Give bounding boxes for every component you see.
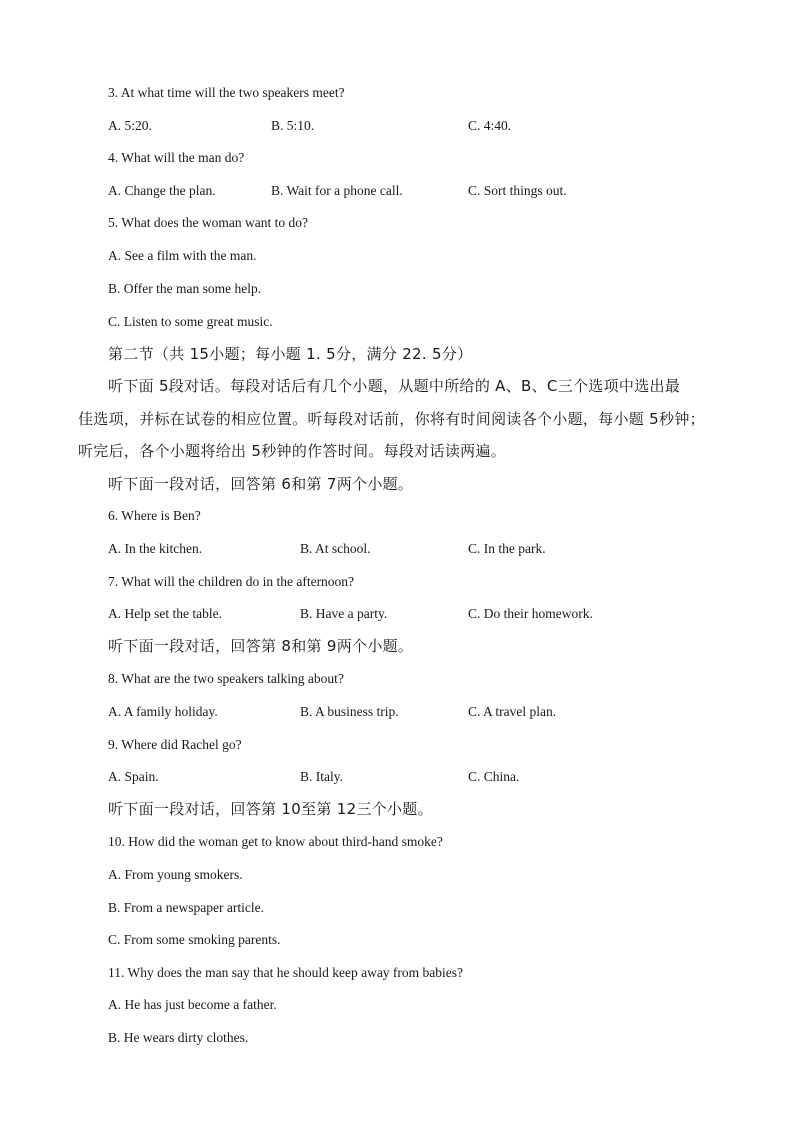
q5-option-b: B. Offer the man some help. xyxy=(108,281,262,296)
section-2-heading: 第二节（共 15小题；每小题 1. 5分，满分 22. 5分） xyxy=(108,345,473,363)
q3-option-c: C. 4:40. xyxy=(468,118,512,133)
q11-option-b: B. He wears dirty clothes. xyxy=(108,1030,249,1045)
question-9: 9. Where did Rachel go? xyxy=(108,737,242,752)
instructions-line-3: 听完后，各个小题将给出 5秒钟的作答时间。每段对话读两遍。 xyxy=(78,442,507,460)
q7-option-a: A. Help set the table. xyxy=(108,606,222,621)
dialog-6-7-intro: 听下面一段对话，回答第 6和第 7两个小题。 xyxy=(108,475,414,493)
q9-option-b: B. Italy. xyxy=(300,769,343,784)
q9-option-c: C. China. xyxy=(468,769,520,784)
q8-option-a: A. A family holiday. xyxy=(108,704,218,719)
q5-option-c: C. Listen to some great music. xyxy=(108,314,273,329)
q10-option-b: B. From a newspaper article. xyxy=(108,900,264,915)
question-11: 11. Why does the man say that he should keep away from babies? xyxy=(108,965,464,980)
q7-option-c: C. Do their homework. xyxy=(468,606,593,621)
q6-option-c: C. In the park. xyxy=(468,541,546,556)
dialog-10-12-intro: 听下面一段对话，回答第 10至第 12三个小题。 xyxy=(108,800,433,818)
q6-option-b: B. At school. xyxy=(300,541,371,556)
question-8: 8. What are the two speakers talking about? xyxy=(108,671,344,686)
q5-option-a: A. See a film with the man. xyxy=(108,248,257,263)
question-6: 6. Where is Ben? xyxy=(108,508,201,523)
q10-option-a: A. From young smokers. xyxy=(108,867,243,882)
q4-option-b: B. Wait for a phone call. xyxy=(271,183,403,198)
dialog-8-9-intro: 听下面一段对话，回答第 8和第 9两个小题。 xyxy=(108,637,414,655)
q4-option-a: A. Change the plan. xyxy=(108,183,216,198)
question-5: 5. What does the woman want to do? xyxy=(108,215,308,230)
question-7: 7. What will the children do in the afternoon? xyxy=(108,574,355,589)
q10-option-c: C. From some smoking parents. xyxy=(108,932,281,947)
instructions-line-2: 佳选项，并标在试卷的相应位置。听每段对话前，你将有时间阅读各个小题，每小题 5秒钟； xyxy=(78,410,705,428)
q8-option-c: C. A travel plan. xyxy=(468,704,557,719)
q9-option-a: A. Spain. xyxy=(108,769,159,784)
question-10: 10. How did the woman get to know about third-hand smoke? xyxy=(108,834,443,849)
q7-option-b: B. Have a party. xyxy=(300,606,388,621)
q3-option-b: B. 5:10. xyxy=(271,118,315,133)
q8-option-b: B. A business trip. xyxy=(300,704,399,719)
q3-option-a: A. 5:20. xyxy=(108,118,152,133)
q11-option-a: A. He has just become a father. xyxy=(108,997,277,1012)
question-4: 4. What will the man do? xyxy=(108,150,245,165)
instructions-line-1: 听下面 5段对话。每段对话后有几个小题，从题中所给的 A、B、C三个选项中选出最 xyxy=(108,377,681,395)
q6-option-a: A. In the kitchen. xyxy=(108,541,203,556)
question-3: 3. At what time will the two speakers meet? xyxy=(108,85,345,100)
q4-option-c: C. Sort things out. xyxy=(468,183,567,198)
